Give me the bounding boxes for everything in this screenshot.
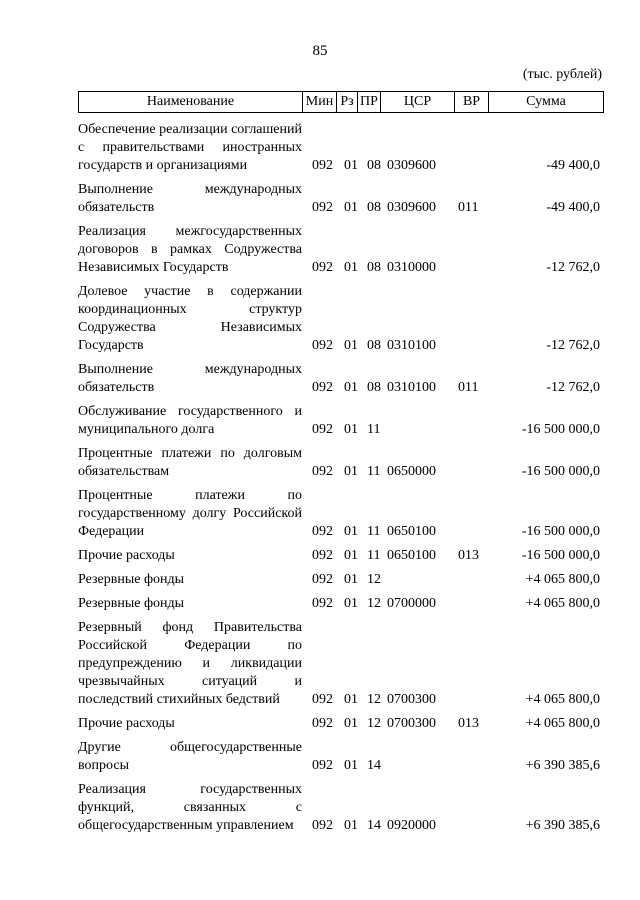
table-row [78, 571, 604, 589]
row-name: Резервные фонды [78, 596, 185, 611]
row-csr: 0650100 [387, 524, 436, 539]
row-vr: 013 [458, 716, 479, 731]
table-row [78, 121, 604, 175]
row-csr: 0310000 [387, 260, 436, 275]
table-row [78, 361, 604, 397]
table-row [78, 781, 604, 835]
row-rz: 01 [344, 524, 358, 539]
row-min: 092 [312, 338, 333, 353]
row-name: Реализация государственных функций, связанных с общегосударственным управлением [78, 782, 302, 833]
row-name: Выполнение международных обязательств [78, 182, 302, 215]
header-csr: ЦСР [381, 92, 455, 112]
row-name: Резервные фонды [78, 572, 185, 587]
row-rz: 01 [344, 464, 358, 479]
header-min: Мин [303, 92, 337, 112]
row-rz: 01 [344, 422, 358, 437]
row-rz: 01 [344, 716, 358, 731]
row-amount: -16 500 000,0 [521, 548, 600, 563]
row-amount: +6 390 385,6 [525, 758, 600, 773]
row-csr: 0920000 [387, 818, 436, 833]
header-name: Наименование [79, 92, 303, 112]
row-rz: 01 [344, 548, 358, 563]
row-rz: 01 [344, 260, 358, 275]
row-min: 092 [312, 260, 333, 275]
row-min: 092 [312, 422, 333, 437]
row-pr: 11 [367, 548, 381, 563]
row-csr: 0309600 [387, 200, 436, 215]
row-name: Обслуживание государственного и муниципального долга [78, 404, 302, 437]
row-name: Процентные платежи по долговым обязательствам [78, 446, 302, 479]
row-min: 092 [312, 758, 333, 773]
row-name: Прочие расходы [78, 548, 175, 563]
row-csr: 0700300 [387, 692, 436, 707]
row-amount: -49 400,0 [546, 200, 600, 215]
table-row [78, 445, 604, 481]
row-amount: +4 065 800,0 [525, 596, 600, 611]
row-rz: 01 [344, 758, 358, 773]
row-min: 092 [312, 692, 333, 707]
row-amount: +4 065 800,0 [525, 572, 600, 587]
header-vr: ВР [455, 92, 489, 112]
header-sum: Сумма [526, 94, 566, 109]
table-row [78, 487, 604, 541]
row-name: Выполнение международных обязательств [78, 362, 302, 395]
row-vr: 011 [458, 200, 479, 215]
row-rz: 01 [344, 692, 358, 707]
row-pr: 14 [367, 818, 381, 833]
row-rz: 01 [344, 380, 358, 395]
row-amount: -49 400,0 [546, 158, 600, 173]
row-amount: -12 762,0 [546, 338, 600, 353]
row-amount: +4 065 800,0 [525, 692, 600, 707]
row-min: 092 [312, 572, 333, 587]
row-name: Обеспечение реализации соглашений с правительствами иностранных государств и организациями [78, 122, 302, 173]
row-amount: -16 500 000,0 [521, 422, 600, 437]
row-csr: 0700300 [387, 716, 436, 731]
table-row [78, 223, 604, 277]
row-min: 092 [312, 464, 333, 479]
row-min: 092 [312, 524, 333, 539]
row-pr: 14 [367, 758, 381, 773]
row-amount: -12 762,0 [546, 260, 600, 275]
row-rz: 01 [344, 200, 358, 215]
row-rz: 01 [344, 596, 358, 611]
row-name: Резервный фонд Правительства Российской Федерации по предупреждению и ликвидации чрезвычайных ситуаций и последствий стихийных бедствий [78, 620, 302, 707]
row-name: Долевое участие в содержании координационных структур Содружества Независимых Государств [78, 284, 302, 353]
row-name: Прочие расходы [78, 716, 175, 731]
row-rz: 01 [344, 338, 358, 353]
table-header [78, 91, 604, 113]
row-csr: 0650100 [387, 548, 436, 563]
row-amount: -12 762,0 [546, 380, 600, 395]
row-min: 092 [312, 200, 333, 215]
row-pr: 12 [367, 716, 381, 731]
table-row [78, 181, 604, 217]
table-row [78, 547, 604, 565]
row-pr: 12 [367, 572, 381, 587]
row-pr: 08 [367, 380, 381, 395]
row-rz: 01 [344, 818, 358, 833]
table-body [78, 121, 604, 841]
row-min: 092 [312, 380, 333, 395]
row-pr: 08 [367, 260, 381, 275]
row-amount: +4 065 800,0 [525, 716, 600, 731]
units-label: (тыс. рублей) [522, 67, 602, 82]
row-vr: 013 [458, 548, 479, 563]
row-name: Другие общегосударственные вопросы [78, 740, 302, 773]
table-row [78, 739, 604, 775]
row-pr: 11 [367, 524, 381, 539]
row-amount: +6 390 385,6 [525, 818, 600, 833]
row-csr: 0700000 [387, 596, 436, 611]
row-csr: 0310100 [387, 338, 436, 353]
row-pr: 08 [367, 338, 381, 353]
header-pr: ПР [358, 92, 381, 112]
row-vr: 011 [458, 380, 479, 395]
row-min: 092 [312, 158, 333, 173]
row-name: Реализация межгосударственных договоров в рамках Содружества Независимых Государств [78, 224, 302, 275]
header-rz: Рз [337, 92, 358, 112]
row-pr: 11 [367, 464, 381, 479]
row-pr: 08 [367, 200, 381, 215]
row-pr: 11 [367, 422, 381, 437]
row-pr: 12 [367, 692, 381, 707]
table-row [78, 403, 604, 439]
table-row [78, 283, 604, 355]
row-min: 092 [312, 818, 333, 833]
table-row [78, 595, 604, 613]
row-min: 092 [312, 596, 333, 611]
row-min: 092 [312, 716, 333, 731]
table-row [78, 619, 604, 709]
row-pr: 08 [367, 158, 381, 173]
row-amount: -16 500 000,0 [521, 464, 600, 479]
row-csr: 0650000 [387, 464, 436, 479]
row-rz: 01 [344, 572, 358, 587]
table-row [78, 715, 604, 733]
row-amount: -16 500 000,0 [521, 524, 600, 539]
row-csr: 0310100 [387, 380, 436, 395]
page-number: 85 [312, 43, 328, 59]
row-rz: 01 [344, 158, 358, 173]
row-pr: 12 [367, 596, 381, 611]
row-min: 092 [312, 548, 333, 563]
row-name: Процентные платежи по государственному долгу Российской Федерации [78, 488, 302, 539]
row-csr: 0309600 [387, 158, 436, 173]
